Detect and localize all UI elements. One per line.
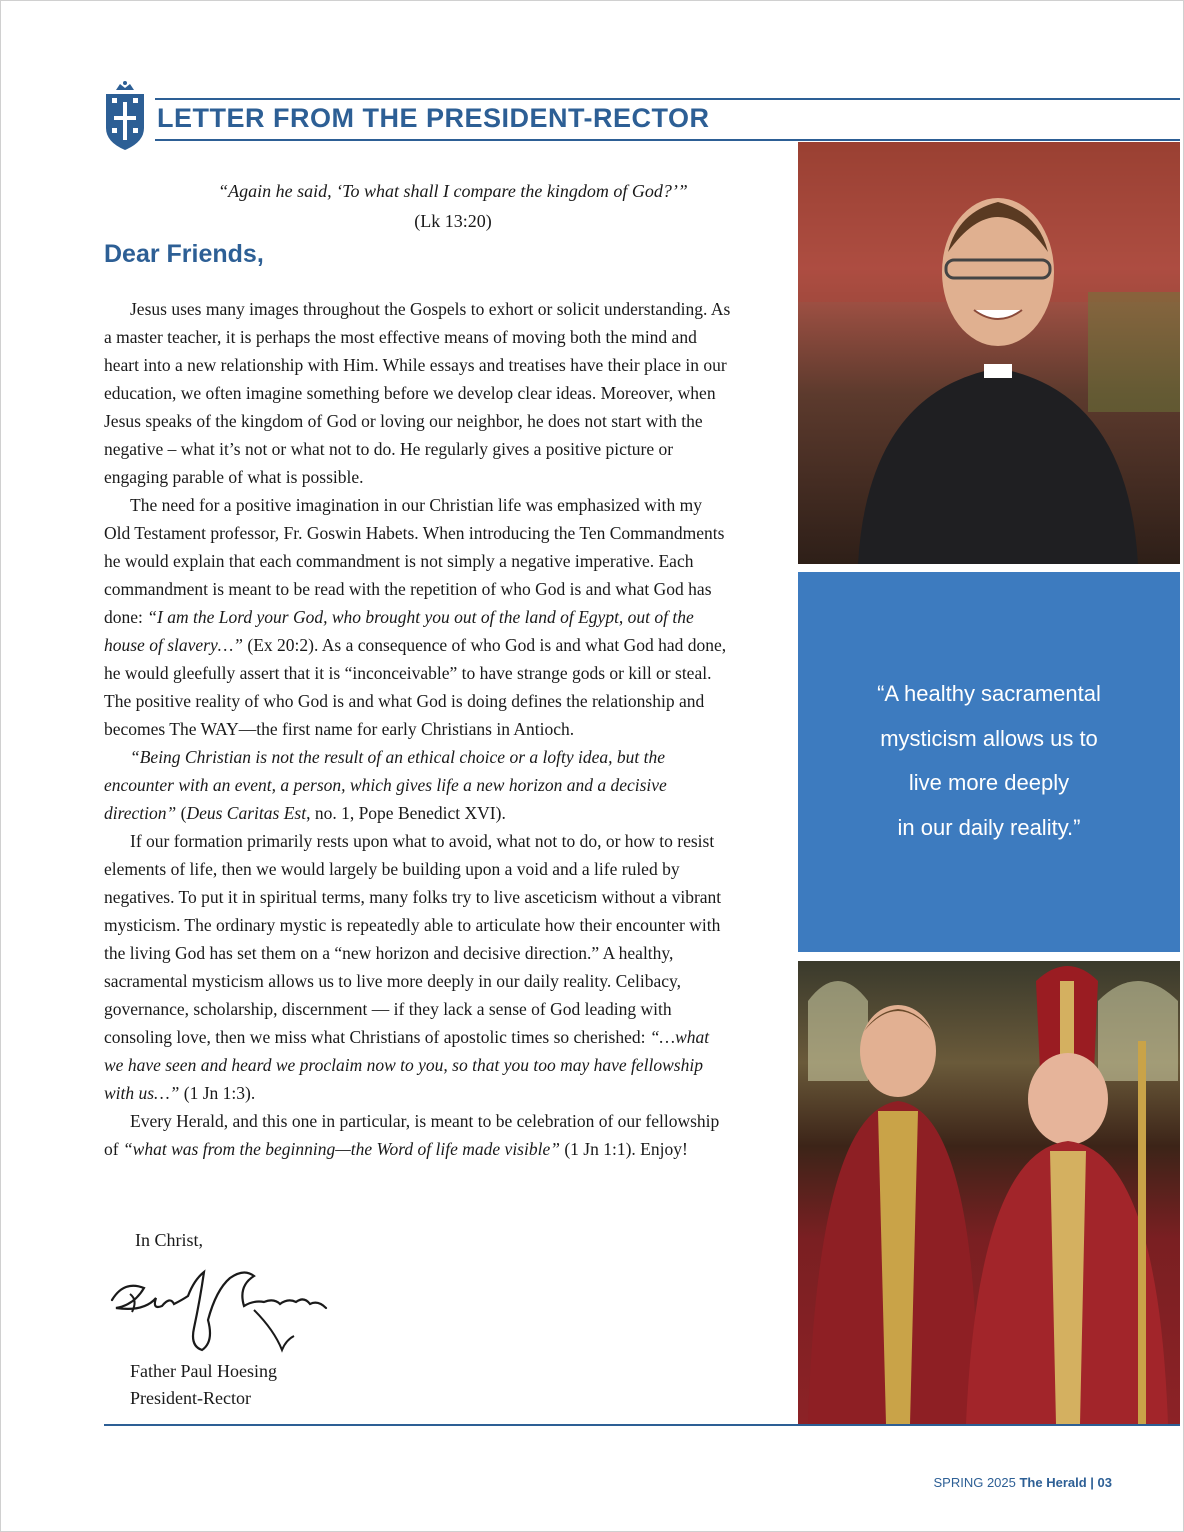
signer-name: Father Paul Hoesing <box>130 1361 277 1381</box>
signer-title: President-Rector <box>130 1388 251 1408</box>
pull-quote-text: “A healthy sacramental mysticism allows us to live more deeply in our daily reality.” <box>877 681 1101 840</box>
deus-caritas-source: Deus Caritas Est <box>186 803 307 823</box>
paragraph-1-text: Jesus uses many images throughout the Gospels to exhort or solicit understanding. As a master teacher, it is perhaps the most effective means of moving both the mind and heart into a new relationship with Him. While essays and treatises have their place in our education, we often imagine something before we develop clear ideas. Moreover, when Jesus speaks of the kingdom of God or loving our neighbor, he does not start with the negative – what it’s not or what not to do. He regularly gives a positive picture or engaging parable of what is possible. <box>104 299 731 487</box>
paragraph-3-rest: , no. 1, Pope Benedict XVI). <box>306 803 506 823</box>
seminary-crest-icon <box>104 80 146 152</box>
signature-image <box>104 1250 334 1360</box>
epigraph <box>180 176 726 236</box>
priest-and-bishop-photo <box>798 961 1180 1424</box>
paragraph-5 <box>104 1107 732 1163</box>
signer-block <box>130 1358 277 1412</box>
pull-quote-box <box>798 572 1180 952</box>
footer-publication: The Herald <box>1019 1475 1087 1490</box>
paragraph-3 <box>104 743 732 827</box>
header-rule-bottom <box>155 139 1180 141</box>
section-title: LETTER FROM THE PRESIDENT-RECTOR <box>157 103 710 133</box>
paragraph-2-text-end: (Ex 20:2). As a consequence of who God is and what God had done, he would gleefully assert that it is “inconceivable” to have strange gods or kill or steal. The positive reality of who God is and what God is doing defines the relationship and becomes The WAY—the first name for early Christians in Antioch. <box>104 635 727 739</box>
salutation: Dear Friends, <box>104 240 264 268</box>
epigraph-citation: (Lk 13:20) <box>414 211 492 231</box>
exodus-quote: “I am the Lord your God, who brought you out of the land of Egypt, out of the house of slavery…” <box>104 607 694 655</box>
paragraph-4-text-end: (1 Jn 1:3). <box>179 1083 256 1103</box>
paragraph-2 <box>104 491 732 743</box>
paragraph-1 <box>104 295 732 491</box>
paragraph-5-text-end: (1 Jn 1:1). Enjoy! <box>559 1139 688 1159</box>
epigraph-quote: “Again he said, ‘To what shall I compare the kingdom of God?’” <box>218 181 688 201</box>
header-rule-top <box>155 98 1180 100</box>
john-quote: “…what we have seen and heard we proclaim now to you, so that you too may have fellowship with us…” <box>104 1027 710 1103</box>
bottom-rule <box>104 1424 1180 1426</box>
paragraph-5-text: Every Herald, and this one in particular, is meant to be celebration of our fellowship of <box>104 1111 720 1159</box>
president-rector-portrait-photo <box>798 142 1180 564</box>
paragraph-4 <box>104 827 732 1107</box>
word-of-life-quote: “what was from the beginning—the Word of life made visible” <box>122 1139 560 1159</box>
letter-body <box>104 295 732 1163</box>
footer-issue: SPRING 2025 <box>933 1475 1020 1490</box>
closing: In Christ, <box>135 1230 204 1250</box>
paragraph-3-open: ( <box>176 803 187 823</box>
paragraph-2-text: The need for a positive imagination in our Christian life was emphasized with my Old Testament professor, Fr. Goswin Habets. When introducing the Ten Commandments he would explain that each commandment is not simply a negative imperative. Each commandment is meant to be read with the repetition of who God is and what God has done: <box>104 495 725 627</box>
paragraph-4-text: If our formation primarily rests upon what to avoid, what not to do, or how to resist elements of life, then we would largely be building upon a void and a life ruled by negatives. To put it in spiritual terms, many folks try to live asceticism without a vibrant mysticism. The ordinary mystic is repeatedly able to articulate how their encounter with the living God has set them on a “new horizon and decisive direction.” A healthy, sacramental mysticism allows us to live more deeply in our daily reality. Celibacy, governance, scholarship, discernment — if they lack a sense of God leading with consoling love, then we miss what Christians of apostolic times so cherished: <box>104 831 722 1047</box>
deus-caritas-quote: “Being Christian is not the result of an ethical choice or a lofty idea, but the encounter with an event, a person, which gives life a new horizon and a decisive direction” <box>104 747 667 823</box>
footer-page-number: | 03 <box>1086 1475 1112 1490</box>
page-footer <box>933 1475 1112 1490</box>
